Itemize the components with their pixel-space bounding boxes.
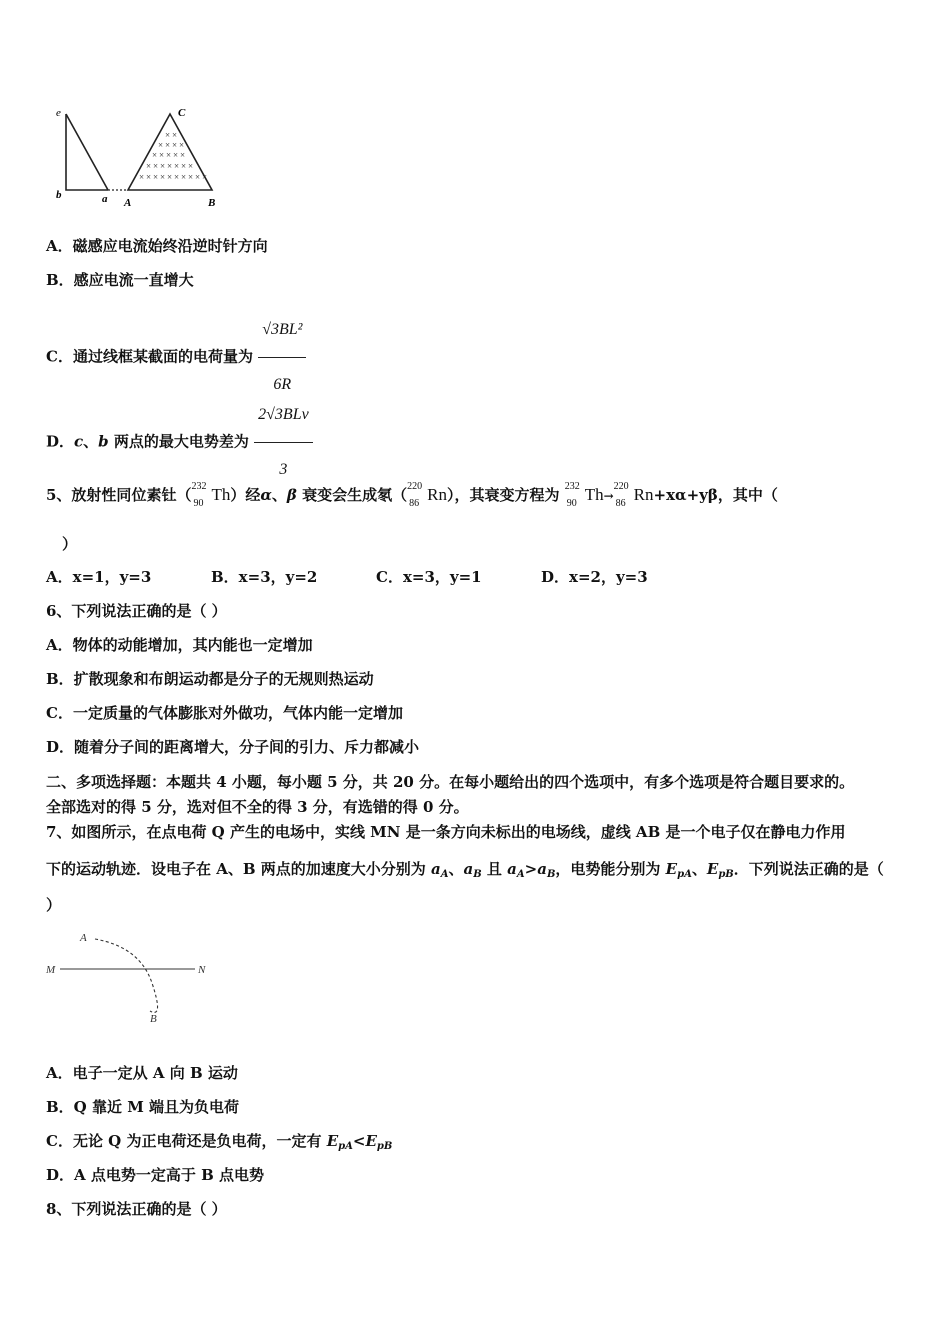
svg-text:×: × [174, 172, 180, 182]
label-B: B [150, 1013, 157, 1025]
svg-text:×: × [165, 140, 171, 150]
svg-text:×: × [172, 140, 178, 150]
label-N: N [198, 964, 206, 976]
q7-option-b[interactable]: B．Q 靠近 M 端且为负电荷 [46, 1098, 240, 1116]
q5-option-c[interactable]: C．x=3，y=1 [376, 568, 482, 586]
svg-text:×: × [139, 172, 145, 182]
svg-text:×: × [181, 172, 187, 182]
q4-option-d-text: D． [46, 432, 75, 451]
section2-heading-line1: 二、多项选择题：本题共 4 小题，每小题 5 分，共 20 分。在每小题给出的四个选项中，有多个选项是符合题目要求的。 [46, 773, 855, 791]
label-B: B [208, 197, 216, 209]
nuclide-rn: 220 86 Rn [407, 481, 447, 509]
svg-text:×: × [188, 161, 194, 171]
q4-option-c-text: C．通过线框某截面的电荷量为 [46, 347, 253, 366]
q6-stem: 6、下列说法正确的是（ ） [46, 602, 227, 620]
q4-option-d-rest: 两点的最大电势差为 [108, 432, 249, 451]
svg-text:×: × [173, 150, 179, 160]
fraction-denominator: 6R [273, 376, 292, 393]
q7-option-a[interactable]: A．电子一定从 A 向 B 运动 [46, 1064, 238, 1082]
trajectory-ab [95, 939, 158, 1012]
label-A: A [80, 932, 87, 944]
separator: 、 [83, 432, 99, 451]
label-e: e [56, 107, 61, 119]
q6-option-d[interactable]: D．随着分子间的距离增大，分子间的引力、斥力都减小 [46, 738, 420, 756]
nuclide-th: 232 90 Th [191, 481, 231, 509]
svg-text:×: × [146, 161, 152, 171]
q4-option-d-fraction [254, 390, 313, 495]
q7-stem-line1: 7、如图所示，在点电荷 Q 产生的电场中，实线 MN 是一条方向未标出的电场线，虚线 AB 是一个电子仅在静电力作用 [46, 823, 846, 841]
svg-text:×: × [166, 150, 172, 160]
q5-option-b[interactable]: B．x=3，y=2 [211, 568, 318, 586]
svg-text:×: × [195, 172, 201, 182]
svg-text:×: × [179, 140, 185, 150]
svg-text:×: × [152, 150, 158, 160]
q8-stem: 8、下列说法正确的是（ ） [46, 1200, 227, 1218]
label-M: M [46, 964, 56, 976]
svg-text:×: × [159, 150, 165, 160]
fraction-numerator: √3BL² [258, 305, 306, 358]
q7-close: ） [46, 896, 62, 914]
svg-text:×: × [180, 150, 186, 160]
svg-text:×: × [160, 172, 166, 182]
q4-option-a[interactable]: A．磁感应电流始终沿逆时针方向 [46, 237, 268, 255]
q6-option-c[interactable]: C．一定质量的气体膨胀对外做功，气体内能一定增加 [46, 704, 403, 722]
q4-option-d[interactable] [46, 390, 313, 495]
q7-option-d[interactable]: D．A 点电势一定高于 B 点电势 [46, 1166, 264, 1184]
svg-text:×: × [188, 172, 194, 182]
svg-text:×: × [146, 172, 152, 182]
point-b: b [98, 432, 109, 451]
svg-text:×: × [153, 172, 159, 182]
svg-text:×: × [158, 140, 164, 150]
fraction-denominator: 3 [279, 461, 288, 478]
fraction-numerator: 2√3BLv [254, 390, 313, 443]
q6-option-b[interactable]: B．扩散现象和布朗运动都是分子的无规则热运动 [46, 670, 374, 688]
svg-text:×: × [167, 172, 173, 182]
field-marks [139, 130, 207, 182]
svg-text:×: × [160, 161, 166, 171]
figure-field-line [40, 925, 230, 1030]
label-b: b [56, 189, 62, 201]
svg-text:×: × [165, 130, 171, 140]
label-a: a [102, 193, 108, 205]
label-C: C [178, 107, 186, 119]
q7-option-c[interactable]: C．无论 Q 为正电荷还是负电荷，一定有 $E_{pA}<E_{pB}$ [46, 1132, 393, 1152]
svg-text:×: × [202, 172, 208, 182]
svg-text:×: × [174, 161, 180, 171]
q5-stem: 5、放射性同位素钍（ 232 90 Th）经α、β 衰变会生成氡（ 220 86 Rn），其衰变方程为 232 90 Th→ 220 86 Rn+xα+yβ，其中（ [46, 481, 778, 509]
q6-option-a[interactable]: A．物体的动能增加，其内能也一定增加 [46, 636, 313, 654]
svg-text:×: × [167, 161, 173, 171]
label-A: A [124, 197, 132, 209]
q7-stem-line2: 下的运动轨迹．设电子在 A、B 两点的加速度大小分别为 $a_A$、$a_B$ 且 $a_A>a_B$，电势能分别为 $E_{pA}$、$E_{pB}$．下列说法正确的是（ [46, 860, 884, 880]
svg-text:×: × [153, 161, 159, 171]
q5-close: ） [62, 535, 78, 553]
q5-option-a[interactable]: A．x=1，y=3 [46, 568, 152, 586]
q5-stem-text: 5、放射性同位素钍（ [46, 486, 192, 504]
q4-option-b[interactable]: B．感应电流一直增大 [46, 271, 194, 289]
q5-option-d[interactable]: D．x=2，y=3 [541, 568, 648, 586]
arrow-icon: → [603, 489, 614, 503]
q5-options [46, 567, 648, 587]
figure-triangle-field [50, 100, 230, 210]
point-c: c [74, 432, 84, 451]
svg-text:×: × [181, 161, 187, 171]
nuclide-rn-eq: 220 86 Rn [613, 481, 654, 509]
section2-heading-line2: 全部选对的得 5 分，选对但不全的得 3 分，有选错的得 0 分。 [46, 798, 469, 816]
svg-text:×: × [172, 130, 178, 140]
frame-hypotenuse [66, 114, 108, 190]
nuclide-th-eq: 232 90 Th [564, 481, 604, 509]
